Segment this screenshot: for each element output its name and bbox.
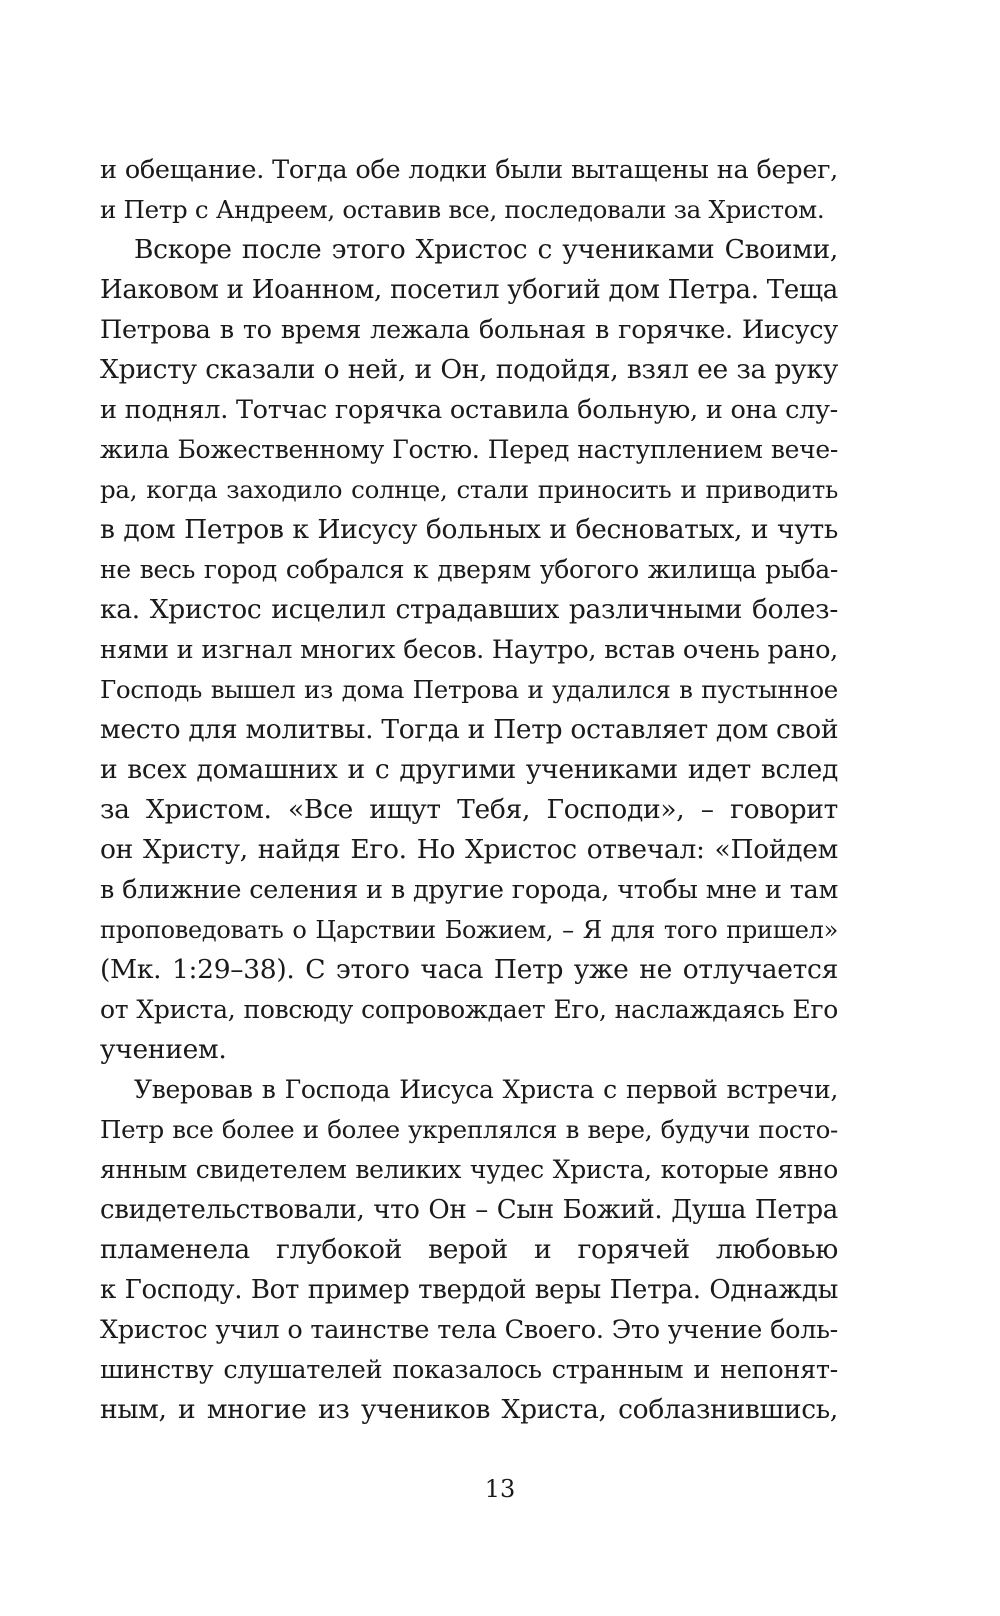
text-line: Петрова в то время лежала больная в горячке. Иисусу [100,315,838,345]
text-line: Господь вышел из дома Петрова и удалился в пустынное [100,675,838,704]
text-line: жила Божественному Гостю. Перед наступлением вече- [100,435,838,464]
text-line: в ближние селения и в другие города, чтобы мне и там [100,875,838,905]
text-line: и поднял. Тотчас горячка оставила больную, и она слу- [100,395,838,425]
body-text [100,150,838,1430]
text-line: от Христа, повсюду сопровождает Его, наслаждаясь Его [100,995,838,1024]
text-line: ра, когда заходило солнце, стали приносить и приводить [100,475,838,504]
page-number: 13 [484,1475,516,1503]
text-line: пламенела глубокой верой и горячей любовью [100,1234,838,1265]
text-line: место для молитвы. Тогда и Петр оставляет дом свой [100,714,839,745]
text-line: Уверовав в Господа Иисуса Христа с первой встречи, [134,1075,838,1104]
text-line: за Христом. «Все ищут Тебя, Господи», – говорит [100,794,838,825]
text-line: Христу сказали о ней, и Он, подойдя, взял ее за руку [100,354,838,385]
text-line: ным, и многие из учеников Христа, соблазнившись, [100,1394,838,1425]
text-line: шинству слушателей показалось странным и непонят- [100,1355,838,1385]
text-line: и обещание. Тогда обе лодки были вытащены на берег, [100,155,838,185]
text-line: янным свидетелем великих чудес Христа, которые явно [100,1155,838,1184]
text-line: учением. [100,1034,227,1065]
text-line: Вскоре после этого Христос с учениками Своими, [134,234,838,265]
text-line: свидетельствовали, что Он – Сын Божий. Душа Петра [100,1195,838,1225]
text-line: проповедовать о Царствии Божием, – Я для того пришел» [100,916,838,944]
text-line: Иаковом и Иоанном, посетил убогий дом Петра. Теща [100,275,838,305]
text-line: в дом Петров к Иисусу больных и бесноватых, и чуть [100,514,838,545]
text-line: (Мк. 1:29–38). С этого часа Петр уже не отлучается [100,954,838,985]
text-line: Христос учил о таинстве тела Своего. Это учение боль- [100,1315,838,1345]
text-line: нями и изгнал многих бесов. Наутро, встав очень рано, [100,635,838,665]
text-line: и Петр с Андреем, оставив все, последовали за Христом. [100,195,825,224]
text-line: ка. Христос исцелил страдавших различными болез- [100,594,838,625]
text-line: Петр все более и более укреплялся в вере, будучи посто- [100,1115,838,1144]
text-line: к Господу. Вот пример твердой веры Петра. Однажды [100,1275,838,1305]
text-line: не весь город собрался к дверям убогого жилища рыба- [100,555,838,584]
text-line: он Христу, найдя Его. Но Христос отвечал: «Пойдем [100,834,838,865]
text-line: и всех домашних и с другими учениками идет вслед [100,754,838,785]
